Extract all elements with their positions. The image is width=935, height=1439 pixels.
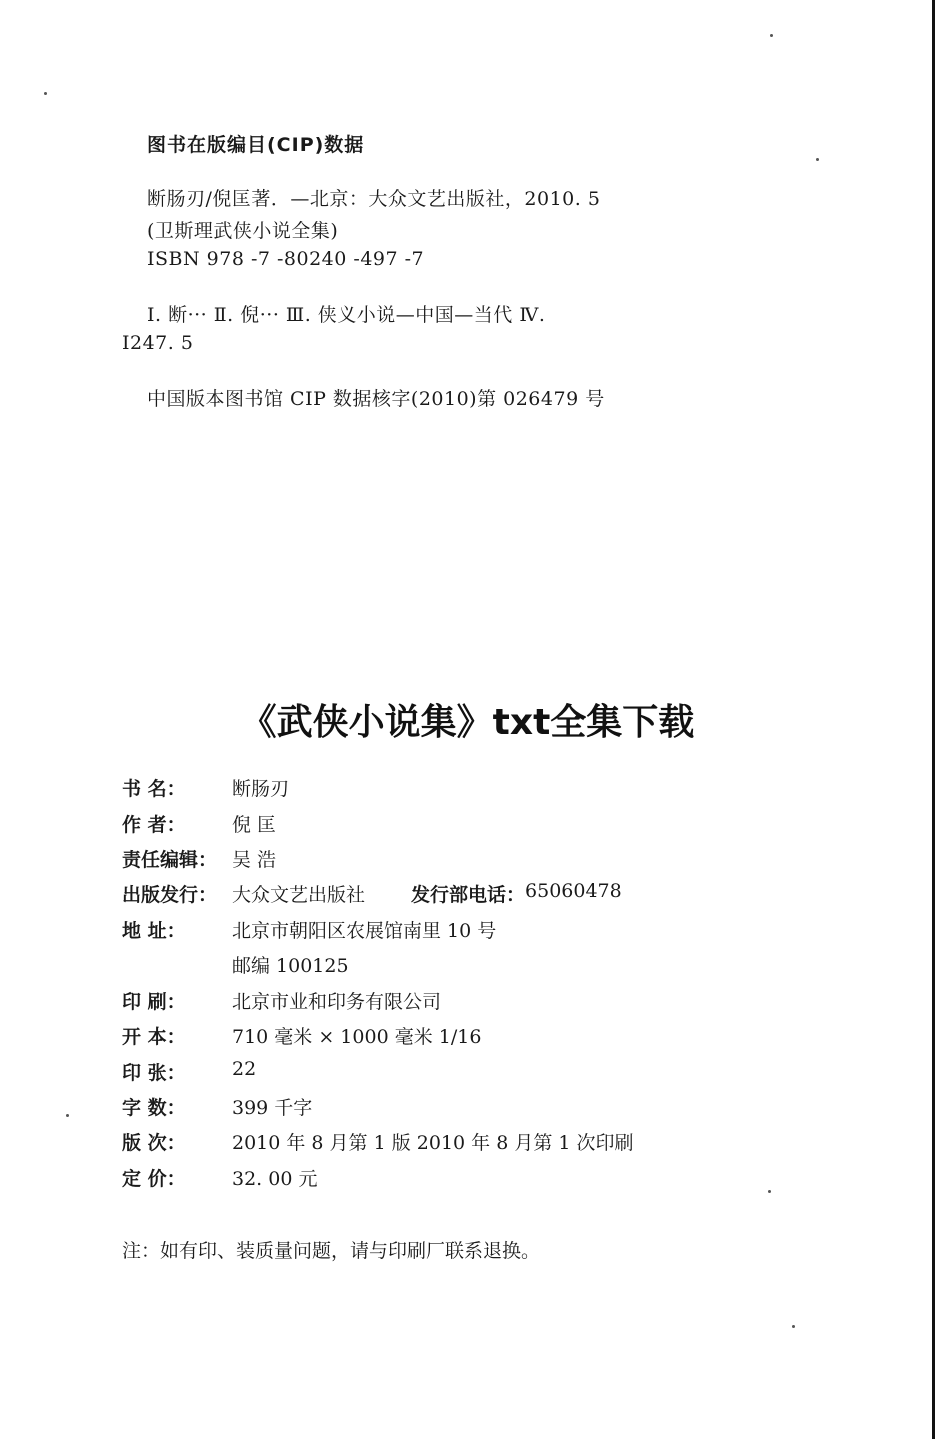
cip-number-line: 中国版本图书馆 CIP 数据核字(2010)第 026479 号 <box>147 388 605 410</box>
book-name-label: 书 名： <box>122 778 186 800</box>
book-name-row <box>122 774 289 801</box>
printer-row <box>122 987 441 1014</box>
book-name-value: 断肠刃 <box>232 778 290 800</box>
scan-speck <box>66 1114 69 1117</box>
phone-value: 65060478 <box>525 880 622 902</box>
cip-series-line: (卫斯理武侠小说全集) <box>147 220 339 242</box>
editor-value: 吴 浩 <box>232 849 277 871</box>
scan-speck <box>770 34 773 37</box>
sheets-row <box>122 1058 256 1085</box>
author-label: 作 者： <box>122 814 186 836</box>
edition-row <box>122 1128 634 1155</box>
price-row <box>122 1164 317 1191</box>
price-value: 32. 00 元 <box>232 1168 318 1190</box>
download-title-overlay: 《武侠小说集》txt全集下载 <box>240 702 695 743</box>
postcode-row <box>232 951 349 978</box>
editor-label: 责任编辑： <box>122 849 218 871</box>
edition-label: 版 次： <box>122 1132 186 1154</box>
words-row <box>122 1093 312 1120</box>
address-label: 地 址： <box>122 920 186 942</box>
scan-speck <box>44 92 47 95</box>
postcode-value: 邮编 100125 <box>232 955 349 977</box>
price-label: 定 价： <box>122 1168 186 1190</box>
words-label: 字 数： <box>122 1097 186 1119</box>
sheets-label: 印 张： <box>122 1062 186 1084</box>
publisher-row <box>122 880 622 907</box>
edition-value: 2010 年 8 月第 1 版 2010 年 8 月第 1 次印刷 <box>232 1132 634 1154</box>
phone-label: 发行部电话： <box>411 884 526 906</box>
format-label: 开 本： <box>122 1026 186 1048</box>
publisher-value: 大众文艺出版社 <box>232 884 366 906</box>
publisher-label: 出版发行： <box>122 884 218 906</box>
scan-speck <box>816 158 819 161</box>
cip-heading: 图书在版编目(CIP)数据 <box>147 134 365 156</box>
printer-label: 印 刷： <box>122 991 186 1013</box>
cip-title-line: 断肠刃/倪匡著．—北京：大众文艺出版社，2010. 5 <box>147 188 601 210</box>
words-value: 399 千字 <box>232 1097 313 1119</box>
note-label: 注： <box>122 1240 161 1262</box>
cip-subject-line: Ⅰ. 断··· Ⅱ. 倪··· Ⅲ. 侠义小说—中国—当代 Ⅳ. <box>147 304 546 326</box>
note-text: 如有印、装质量问题，请与印刷厂联系退换。 <box>160 1240 541 1262</box>
cip-classification-line: I247. 5 <box>122 332 194 354</box>
sheets-value: 22 <box>232 1058 257 1080</box>
format-row <box>122 1022 481 1049</box>
scan-speck <box>768 1190 771 1193</box>
editor-row <box>122 845 276 872</box>
cip-isbn-line: ISBN 978 -7 -80240 -497 -7 <box>147 248 425 270</box>
format-value: 710 毫米 × 1000 毫米 1/16 <box>232 1026 482 1048</box>
author-row <box>122 810 276 837</box>
address-row <box>122 916 496 943</box>
return-policy-note <box>122 1236 540 1263</box>
printer-value: 北京市业和印务有限公司 <box>232 991 442 1013</box>
address-value: 北京市朝阳区农展馆南里 10 号 <box>232 920 497 942</box>
scan-speck <box>792 1325 795 1328</box>
author-value: 倪 匡 <box>232 814 277 836</box>
